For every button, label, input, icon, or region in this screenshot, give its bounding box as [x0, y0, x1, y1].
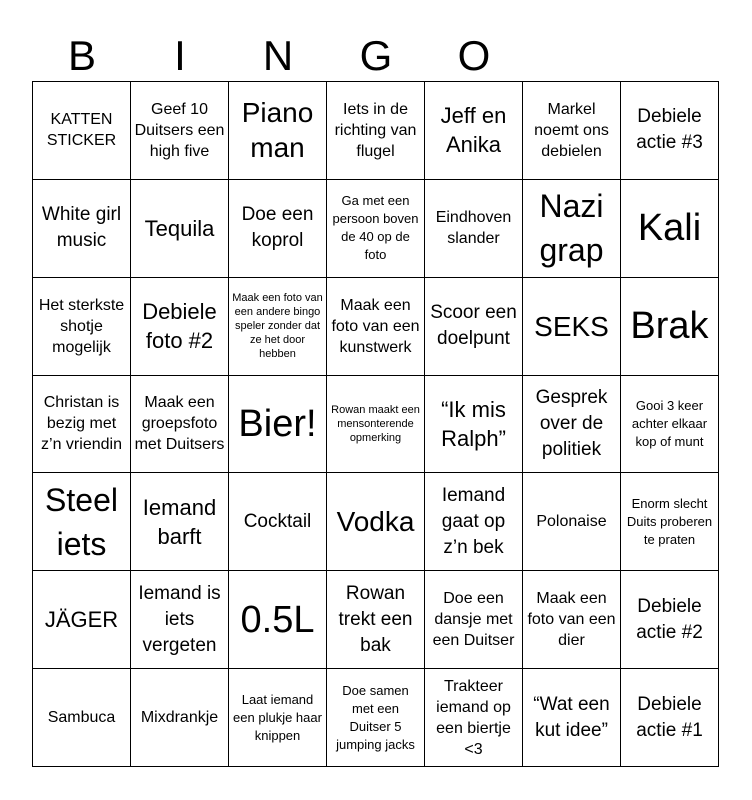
cell-text: “Wat een kut idee”: [533, 693, 610, 741]
cell-text: Polonaise: [536, 513, 607, 531]
bingo-cell[interactable]: [131, 278, 229, 376]
cell-text: Brak: [630, 305, 709, 348]
cell-text: Tequila: [144, 215, 215, 241]
bingo-cell[interactable]: [131, 571, 229, 669]
bingo-cell[interactable]: [327, 571, 425, 669]
bingo-cell[interactable]: [621, 376, 719, 474]
cell-text: Christan is bezig met z’n vriendin: [41, 394, 122, 454]
bingo-cell[interactable]: [229, 669, 327, 767]
bingo-cell[interactable]: [425, 376, 523, 474]
bingo-cell[interactable]: [523, 669, 621, 767]
bingo-cell[interactable]: [425, 669, 523, 767]
title-letter-g: G: [359, 32, 393, 79]
bingo-cell[interactable]: [621, 571, 719, 669]
bingo-cell[interactable]: [327, 669, 425, 767]
cell-text: Mixdrankje: [140, 709, 219, 727]
bingo-cell[interactable]: [425, 82, 523, 180]
cell-text: Ga met een persoon boven de 40 op de foto: [332, 193, 419, 263]
cell-text: “Ik mis Ralph”: [441, 396, 506, 451]
bingo-cell[interactable]: [229, 82, 327, 180]
title-letter-b: B: [67, 32, 96, 79]
cell-text: Steel iets: [45, 481, 118, 562]
cell-text: Rowan maakt een mensonterende opmerking: [331, 403, 420, 444]
bingo-cell[interactable]: [229, 376, 327, 474]
cell-text: Iets in de richting van flugel: [334, 100, 417, 160]
bingo-cell[interactable]: [131, 473, 229, 571]
cell-text: Sambuca: [47, 709, 116, 727]
cell-text: Trakteer iemand op een biertje <3: [436, 677, 511, 758]
bingo-cell[interactable]: [33, 571, 131, 669]
cell-text: Jeff en Anika: [440, 103, 507, 158]
cell-text: Gesprek over de politiek: [535, 386, 608, 460]
bingo-cell[interactable]: [621, 82, 719, 180]
bingo-cell[interactable]: [425, 278, 523, 376]
bingo-cell[interactable]: [131, 376, 229, 474]
bingo-cell[interactable]: [229, 278, 327, 376]
cell-text: Iemand is iets vergeten: [138, 582, 221, 656]
bingo-cell[interactable]: [33, 82, 131, 180]
title-letter-o: O: [457, 32, 491, 79]
cell-text: Debiele foto #2: [142, 299, 217, 354]
cell-text: Bier!: [238, 402, 317, 445]
bingo-cell[interactable]: [621, 473, 719, 571]
cell-text: White girl music: [41, 204, 122, 252]
cell-text: Geef 10 Duitsers een high five: [134, 100, 225, 160]
bingo-cell[interactable]: [523, 278, 621, 376]
title-letter-i: I: [174, 32, 186, 79]
cell-text: Kali: [637, 207, 702, 250]
bingo-cell[interactable]: [425, 180, 523, 278]
bingo-cell[interactable]: [131, 82, 229, 180]
cell-text: Nazi grap: [539, 188, 604, 269]
bingo-cell[interactable]: [131, 180, 229, 278]
cell-text: Maak een foto van een dier: [527, 590, 616, 650]
bingo-cell[interactable]: [327, 376, 425, 474]
bingo-cell[interactable]: [621, 278, 719, 376]
bingo-cell[interactable]: [33, 376, 131, 474]
bingo-cell[interactable]: [327, 278, 425, 376]
cell-text: Debiele actie #3: [636, 106, 703, 154]
bingo-cell[interactable]: [229, 473, 327, 571]
title-letter-n: N: [262, 32, 294, 79]
cell-text: Scoor een doelpunt: [430, 302, 517, 350]
bingo-cell[interactable]: [327, 180, 425, 278]
cell-text: Laat iemand een plukje haar knippen: [233, 691, 322, 743]
cell-text: Vodka: [336, 506, 415, 538]
bingo-cell[interactable]: [327, 82, 425, 180]
bingo-cell[interactable]: [33, 278, 131, 376]
cell-text: Debiele actie #1: [636, 693, 703, 741]
bingo-title: [33, 30, 719, 82]
bingo-cell[interactable]: [523, 376, 621, 474]
cell-text: Rowan trekt een bak: [338, 582, 413, 656]
bingo-cell[interactable]: [621, 669, 719, 767]
cell-text: Maak een foto van een andere bingo speler zonder dat ze het door hebben: [232, 292, 323, 361]
bingo-cell[interactable]: [425, 473, 523, 571]
cell-text: Het sterkste shotje mogelijk: [38, 296, 125, 356]
bingo-cell[interactable]: [229, 180, 327, 278]
cell-text: Iemand gaat op z’n bek: [441, 484, 506, 558]
cell-text: Gooi 3 keer achter elkaar kop of munt: [631, 397, 708, 449]
cell-text: Piano man: [241, 97, 314, 164]
cell-text: Doe een dansje met een Duitser: [432, 590, 515, 650]
bingo-cell[interactable]: [523, 82, 621, 180]
cell-text: Maak een foto van een kunstwerk: [331, 296, 420, 356]
cell-text: Doe een koprol: [241, 204, 314, 252]
bingo-cell[interactable]: [33, 180, 131, 278]
cell-text: KATTEN STICKER: [46, 111, 117, 150]
bingo-cell[interactable]: [523, 571, 621, 669]
bingo-cell[interactable]: [33, 669, 131, 767]
cell-text: Doe samen met een Duitser 5 jumping jacks: [336, 682, 415, 752]
bingo-card-grid: [32, 81, 719, 767]
cell-text: Debiele actie #2: [636, 595, 703, 643]
cell-text: Iemand barft: [142, 494, 217, 549]
bingo-cell[interactable]: [523, 473, 621, 571]
cell-text: Markel noemt ons debielen: [534, 100, 609, 160]
cell-text: Enorm slecht Duits proberen te praten: [626, 495, 713, 547]
cell-text: JÄGER: [44, 607, 119, 633]
bingo-cell[interactable]: [425, 571, 523, 669]
cell-text: SEKS: [534, 310, 609, 342]
cell-text: Maak een groepsfoto met Duitsers: [134, 394, 225, 454]
bingo-cell[interactable]: [131, 669, 229, 767]
bingo-cell[interactable]: [523, 180, 621, 278]
bingo-cell[interactable]: [621, 180, 719, 278]
bingo-cell[interactable]: [33, 473, 131, 571]
bingo-cell[interactable]: [327, 473, 425, 571]
bingo-cell[interactable]: [229, 571, 327, 669]
cell-text: Eindhoven slander: [435, 209, 512, 248]
cell-text: 0.5L: [240, 598, 315, 641]
cell-text: Cocktail: [243, 510, 312, 532]
